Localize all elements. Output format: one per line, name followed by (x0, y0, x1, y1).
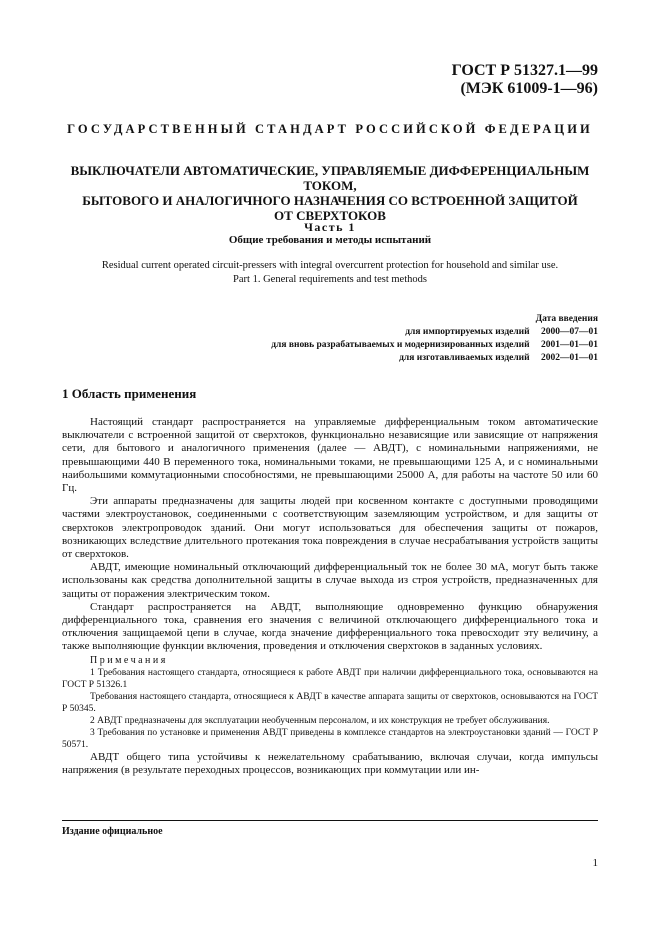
intro-date-label: для импортируемых изделий (405, 327, 530, 337)
paragraph: АВДТ, имеющие номинальный отключающий дифференциальный ток не более 30 мА, могут быть также использованы как средства дополнительной защиты в случае выхода из строя устройств, предназначенных для защиты от поражения электрическим током. (62, 561, 598, 600)
note: 3 Требования по установке и применения АВДТ приведены в комплексе стандартов на электроустановки зданий — ГОСТ Р 50571. (62, 727, 598, 750)
note: 2 АВДТ предназначены для эксплуатации необученным персоналом, и их конструкция не требует обслуживания. (90, 715, 550, 726)
part-number: Часть 1 (304, 220, 356, 234)
note: Требования настоящего стандарта, относящиеся к АВДТ в качестве аппарата защиты от сверхтоков, основываются на ГОСТ Р 50345. (62, 691, 598, 714)
standard-code (452, 62, 598, 98)
intro-heading: Дата введения (535, 314, 598, 324)
notes-label: Примечания (90, 654, 168, 666)
intro-date-row (271, 339, 598, 352)
standard-code-iec: (МЭК 61009-1—96) (460, 80, 598, 97)
title-line: ОТ СВЕРХТОКОВ (274, 208, 386, 223)
document-title (62, 163, 598, 223)
english-title-line: Part 1. General requirements and test methods (233, 274, 427, 285)
intro-date-value: 2001—01—01 (541, 340, 598, 350)
part-subtitle: Общие требования и методы испытаний (228, 234, 432, 246)
footer-divider (62, 820, 598, 821)
intro-date-label: для изготавливаемых изделий (399, 353, 530, 363)
intro-date-value: 2000—07—01 (541, 327, 598, 337)
paragraph: Настоящий стандарт распространяется на управляемые дифференциальным током автоматические выключатели с встроенной защитой от сверхтоков, функционально независящие или зависящие от напряжения сети, для бытового и аналогичного применения (далее — АВДТ), с номинальными напряжениями, не превышающими 440 В переменного тока, номинальными токами, не превышающими 125 А, и с номинальными наибольшими коммутационными способностями, не превышающими 25000 А, для работы на частоте 50 или 60 Гц. (62, 416, 598, 495)
section-heading: 1 Область применения (62, 386, 197, 401)
standard-code-gost: ГОСТ Р 51327.1—99 (451, 62, 598, 79)
page-number: 1 (592, 857, 598, 869)
intro-date-row (271, 326, 598, 339)
paragraph: Стандарт распространяется на АВДТ, выполняющие одновременно функцию обнаружения дифференциального тока, сравнения его значения с величиной отключающего дифференциального тока и отключения защищаемой цепи в случае, когда значение дифференциального тока превосходит эту величину, а также выполняющие функции включения, проведения и отключения сверхтоков в заданных условиях. (62, 600, 598, 653)
english-title-line: Residual current operated circuit-pressers with integral overcurrent protection for household and similar use. (101, 260, 559, 271)
standard-banner: ГОСУДАРСТВЕННЫЙ СТАНДАРТ РОССИЙСКОЙ ФЕДЕРАЦИИ (67, 122, 593, 136)
paragraph: Эти аппараты предназначены для защиты людей при косвенном контакте с доступными проводящими частями электроустановок, соединенными с соответствующим заземляющим устройством, и для защиты от сверхтоков электропроводок зданий. Они могут использоваться для обеспечения защиты от пожаров, возникающих вследствие длительного протекания тока повреждения в случае несрабатывания устройств защиты от сверхтоков. (62, 495, 598, 561)
intro-date-value: 2002—01—01 (541, 353, 598, 363)
introduction-dates (271, 313, 598, 365)
title-line: ВЫКЛЮЧАТЕЛИ АВТОМАТИЧЕСКИЕ, УПРАВЛЯЕМЫЕ ДИФФЕРЕНЦИАЛЬНЫМ ТОКОМ, (70, 163, 590, 193)
english-title (62, 259, 598, 287)
title-line: БЫТОВОГО И АНАЛОГИЧНОГО НАЗНАЧЕНИЯ СО ВСТРОЕННОЙ ЗАЩИТОЙ (82, 193, 578, 208)
edition-label: Издание официальное (62, 826, 163, 837)
intro-date-row (271, 352, 598, 365)
section-body (62, 416, 598, 777)
paragraph: АВДТ общего типа устойчивы к нежелательному срабатыванию, включая случаи, когда импульсы напряжения (в результате переходных процессов, возникающих при коммутации или ин- (62, 750, 598, 777)
intro-date-label: для вновь разрабатываемых и модернизированных изделий (271, 340, 530, 350)
note: 1 Требования настоящего стандарта, относящиеся к работе АВДТ при наличии дифференциального тока, основываются на ГОСТ Р 51326.1 (62, 667, 598, 690)
